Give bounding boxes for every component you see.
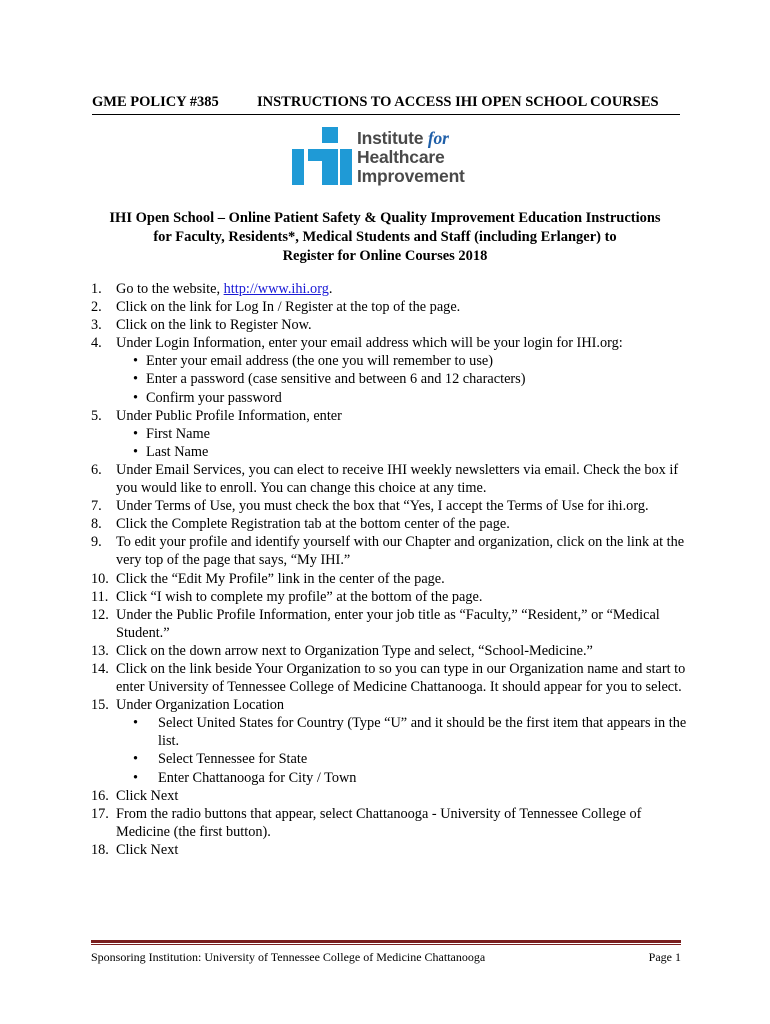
bullet-icon: • <box>133 353 139 370</box>
bullet-icon: • <box>133 769 139 786</box>
step-number: 18. <box>91 841 109 858</box>
step-text: Click Next <box>116 841 179 858</box>
step-number: 10. <box>91 570 109 587</box>
sub-bullet-item: • Enter your email address (the one you will remember to use) <box>133 353 493 370</box>
step-number: 16. <box>91 787 109 804</box>
document-title: IHI Open School – Online Patient Safety & Quality Improvement Education Instructions for Faculty, Residents*, Medical Students and Staff (including Erlanger) to Register for Online Courses 2018 <box>109 210 661 264</box>
step-item <box>91 606 691 642</box>
step-item <box>91 570 691 588</box>
step-sublist <box>116 425 691 461</box>
footer-divider-thin <box>91 944 681 945</box>
step-item <box>91 461 691 497</box>
step-number: 4. <box>91 335 102 352</box>
step-item <box>91 533 691 569</box>
step-number: 5. <box>91 407 102 424</box>
step-number: 13. <box>91 642 109 659</box>
step-item <box>91 787 691 805</box>
instruction-steps <box>91 280 691 859</box>
step-text: Under Email Services, you can elect to receive IHI weekly newsletters via email. Check the box if you would like to enroll. You can change this choice at any time. <box>116 461 679 497</box>
step-item <box>91 660 691 696</box>
step-text: Under the Public Profile Information, enter your job title as “Faculty,” “Resident,” or “Medical Student.” <box>116 606 660 641</box>
sponsoring-institution: Sponsoring Institution: University of Tennessee College of Medicine Chattanooga <box>91 950 486 964</box>
step-text: From the radio buttons that appear, select Chattanooga - University of Tennessee College of Medicine (the first button). <box>116 805 642 840</box>
step-text: Under Public Profile Information, enter <box>116 407 342 424</box>
sub-bullet-item: • Select United States for Country (Type “U” and it should be the first item that appears in the list. <box>133 715 687 750</box>
step-text: Click on the link for Log In / Register at the top of the page. <box>116 299 461 316</box>
step-item <box>91 316 691 334</box>
step-text: Under Organization Location <box>116 697 285 714</box>
sub-bullet-item: • Last Name <box>133 443 209 460</box>
step-number: 7. <box>91 498 102 515</box>
step-text: Click on the down arrow next to Organization Type and select, “School-Medicine.” <box>116 642 593 659</box>
step-item <box>91 588 691 606</box>
step-sublist <box>116 714 691 786</box>
step-number: 12. <box>91 606 109 623</box>
bullet-icon: • <box>133 425 139 442</box>
page-number: Page 1 <box>648 950 681 964</box>
step-text: Click on the link beside Your Organization to so you can type in our Organization name and start to enter University of Tennessee College of Medicine Chattanooga. It should appear for you to select. <box>116 660 686 696</box>
step-number: 14. <box>91 660 109 677</box>
bullet-icon: • <box>133 371 139 388</box>
ihi-logo-wordmark: Institute for Healthcare Improvement <box>357 128 465 186</box>
step-number: 17. <box>91 805 109 822</box>
step-text: Click Next <box>116 787 179 804</box>
step-text: Click the “Edit My Profile” link in the center of the page. <box>116 570 445 587</box>
bullet-icon: • <box>133 443 139 460</box>
step-number: 8. <box>91 516 102 533</box>
step-number: 3. <box>91 317 102 334</box>
step-text: Click the Complete Registration tab at the bottom center of the page. <box>116 516 510 533</box>
step-item <box>91 696 691 786</box>
step-item <box>91 642 691 660</box>
ihi-website-link[interactable]: http://www.ihi.org <box>223 281 329 297</box>
step-text: Click on the link to Register Now. <box>116 317 312 334</box>
ihi-logo <box>292 127 482 189</box>
step-item <box>91 298 691 316</box>
step-item <box>91 515 691 533</box>
step-number: 9. <box>91 534 102 551</box>
document-header <box>92 94 680 115</box>
bullet-icon: • <box>133 715 139 732</box>
policy-number: GME POLICY #385 <box>92 94 219 110</box>
step-item <box>91 280 691 298</box>
sub-bullet-item: • Select Tennessee for State <box>133 751 308 768</box>
header-title: INSTRUCTIONS TO ACCESS IHI OPEN SCHOOL COURSES <box>257 94 659 110</box>
step-number: 2. <box>91 299 102 316</box>
step-number: 15. <box>91 697 109 714</box>
step-sublist <box>116 352 691 406</box>
step-text: Under Terms of Use, you must check the box that “Yes, I accept the Terms of Use for ihi.org. <box>116 498 649 515</box>
step-number: 11. <box>91 588 109 605</box>
step-text: To edit your profile and identify yourself with our Chapter and organization, click on the link at the very top of the page that says, “My IHI.” <box>116 534 685 569</box>
step-item <box>91 334 691 406</box>
sub-bullet-item: • Enter Chattanooga for City / Town <box>133 769 357 786</box>
step-item <box>91 497 691 515</box>
bullet-icon: • <box>133 751 139 768</box>
sub-bullet-item: • First Name <box>133 425 210 442</box>
step-text: Go to the website, http://www.ihi.org. <box>116 281 333 297</box>
bullet-icon: • <box>133 389 139 406</box>
ihi-logo-mark-icon <box>292 127 352 187</box>
sub-bullet-item: • Enter a password (case sensitive and between 6 and 12 characters) <box>133 371 526 388</box>
sub-bullet-item: • Confirm your password <box>133 389 282 406</box>
footer-divider <box>91 940 681 943</box>
step-number: 6. <box>91 461 102 478</box>
step-item <box>91 805 691 841</box>
step-number: 1. <box>91 281 102 297</box>
step-text: Under Login Information, enter your email address which will be your login for IHI.org: <box>116 335 623 352</box>
step-item <box>91 841 691 859</box>
step-text: Click “I wish to complete my profile” at the bottom of the page. <box>116 588 483 605</box>
step-item <box>91 407 691 461</box>
